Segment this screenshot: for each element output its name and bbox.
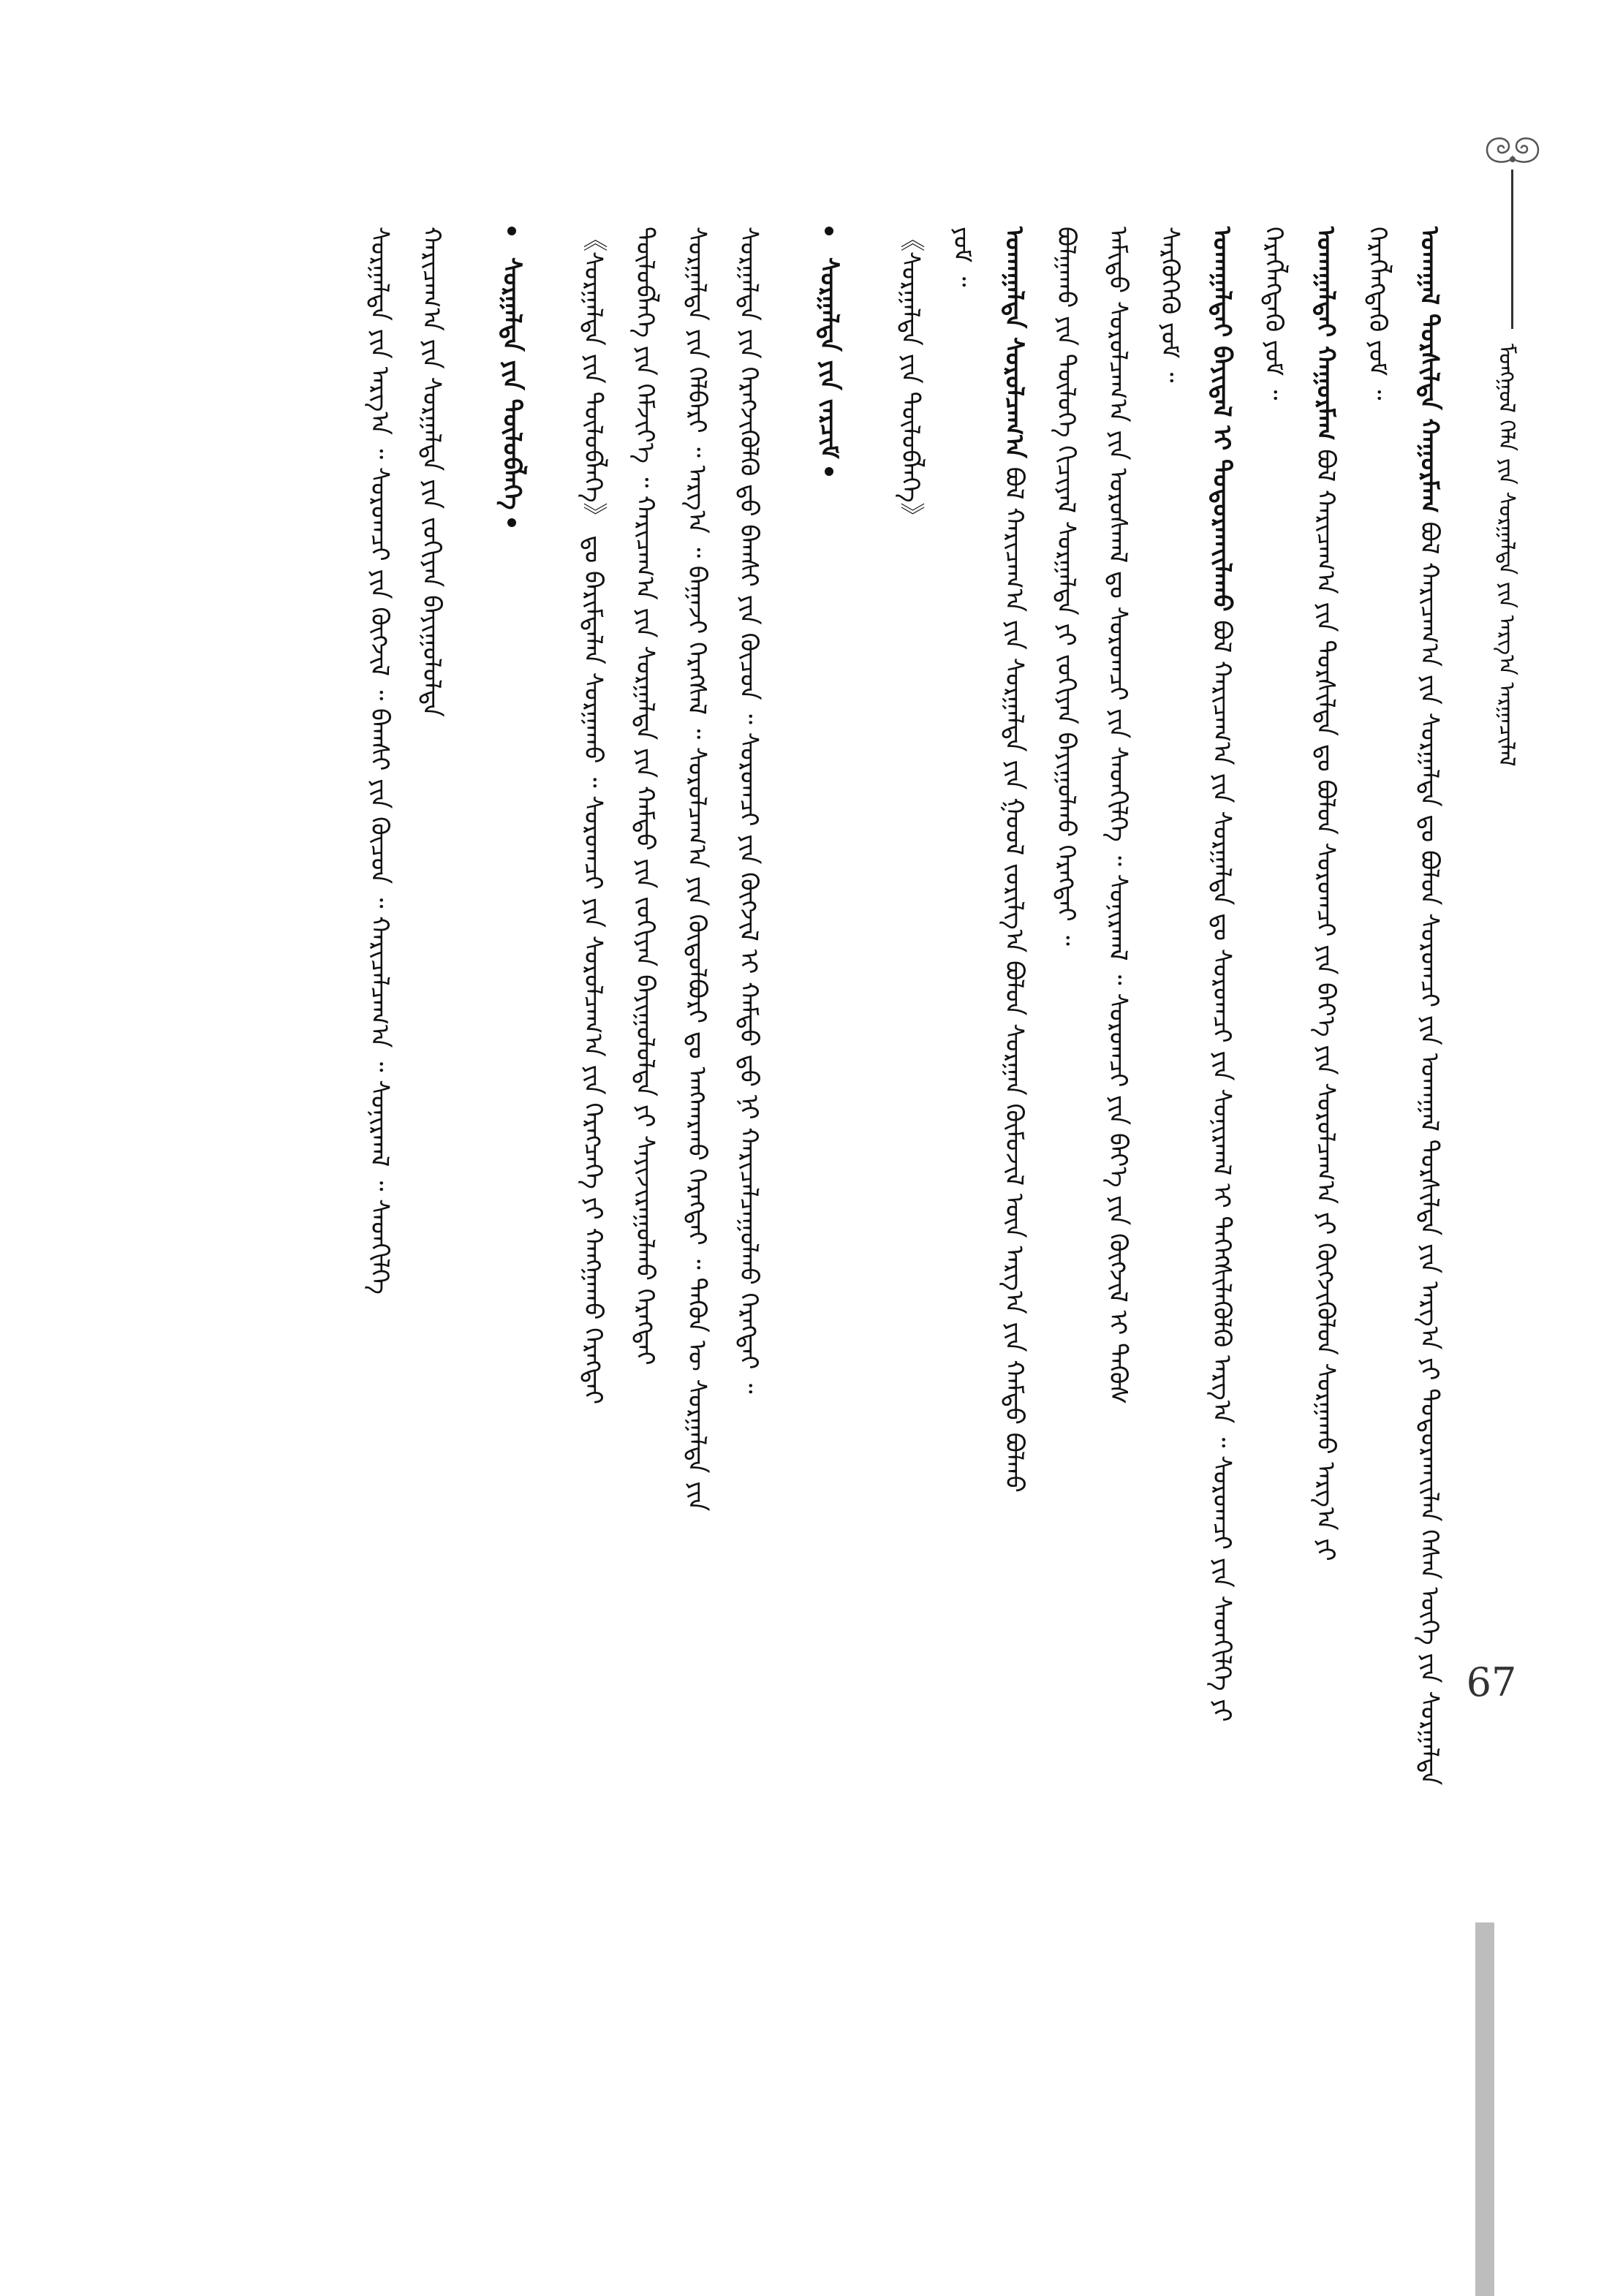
text-line-content: ᠠᠮᠢᠳᠤ ᠰᠤᠷᠤᠯᠴᠠᠭ᠎ᠠ ᠶᠢᠨ ᠤᠷᠤᠰᠬᠠᠯ ᠳᠤ ᠰᠤᠷᠤᠭᠴᠢ ᠶᠢᠨ ᠰᠡᠳᠬᠢᠯᠭᠡ ᠃ ᠰᠣᠨᠢᠷᠬᠠᠯ ᠃ ᠰᠤᠷᠤᠭᠴᠢ ᠶᠢᠨ ᠪᠡᠶ᠎ᠡ ᠶᠢᠨ ᠬᠥᠭᠵᠢᠯ ᠢ ᠲᠡᠭᠦᠰ xyxy=(1103,227,1132,1405)
bullet-icon xyxy=(507,227,516,235)
text-line xyxy=(670,227,722,2039)
text-line-content: 《ᠰᠤᠷᠭᠠᠯᠲᠠ ᠶᠢᠨ ᠲᠥᠯᠦᠪᠯᠡᠭᠡ》 ᠳᠤ ᠪᠠᠷᠢᠮᠲᠠᠯᠠᠨ ᠰᠤᠷᠭᠠᠬᠤ ᠃ ᠰᠤᠷᠤᠭᠴᠢ ᠶᠢᠨ ᠰᠤᠷᠤᠯᠴᠠᠭ᠎ᠠ ᠶᠢᠨ ᠬᠡᠷᠡᠭᠴᠡᠭᠡ ᠶᠢ ᠬᠠᠩᠭᠠᠬᠤ ᠬᠡᠷᠡᠭᠲᠡᠢ xyxy=(578,227,608,1405)
page-edge-bar xyxy=(1475,1922,1494,2296)
text-line-content: ᠪᠣᠯ ᠬᠠᠷᠢᠴᠠᠭ᠎ᠠ ᠶᠢᠨ ᠰᠤᠷᠭᠠᠯᠲᠠ ᠶᠢᠨ ᠭᠣᠤᠯ ᠵᠣᠷᠢᠯᠭ᠎ᠠ ᠪᠣᠯᠤᠨ ᠰᠤᠷᠭᠠᠨ ᠬᠥᠮᠦᠵᠢᠯ ᠦᠨ ᠠᠷᠭ᠎ᠠ ᠶᠢᠨ ᠬᠠᠮᠲᠤ ᠪᠣᠯᠬᠤ xyxy=(999,466,1029,1493)
text-line xyxy=(353,227,405,2039)
text-line xyxy=(884,227,936,2039)
scroll-ornament-icon xyxy=(1480,124,1546,175)
text-line-content: ᠰᠡᠷᠭᠦᠭᠡᠬᠦ ᠶᠤᠮ ᠃ xyxy=(1155,227,1184,383)
text-line-content: ᠬᠡᠷᠡᠭᠯᠡᠭᠳᠡᠬᠦ ᠶᠤᠮ ᠃ xyxy=(1259,227,1288,401)
bullet-icon xyxy=(825,467,833,476)
text-line xyxy=(405,227,457,2039)
page-number: 67 xyxy=(1466,1659,1517,1705)
text-line-content: 《ᠰᠤᠷᠭᠠᠯᠲᠠ ᠶᠢᠨ ᠲᠥᠯᠦᠪᠯᠡᠭᠡ》 xyxy=(896,227,925,528)
text-line-content: ᠪᠣᠯ ᠬᠠᠷᠢᠴᠠᠭ᠎ᠠ ᠶᠢᠨ ᠲᠤᠷᠰᠢᠯᠲᠠ ᠳᠤ ᠪᠣᠯᠤᠨ ᠰᠤᠷᠤᠭᠴᠢ ᠶᠢᠨ ᠪᠡᠶ᠎ᠡ ᠶᠢᠨ ᠰᠤᠷᠤᠯᠴᠠᠭ᠎ᠠ ᠶᠢ ᠬᠥᠭᠵᠢᠭᠦᠯᠦᠨ ᠰᠤᠷᠭᠠᠬᠤ ᠠᠷᠭ᠎ᠠ ᠶᠢ xyxy=(1311,449,1340,1561)
bullet-icon xyxy=(825,227,833,235)
term-highlight: ᠤᠬᠠᠭᠠᠯᠲᠠᠢ ᠬᠠᠭᠤᠷᠮᠠᠭ xyxy=(1311,227,1340,450)
text-line-content: ᠪᠣᠯᠭᠠᠬᠤ ᠶᠢᠨ ᠲᠥᠯᠦᠭᠡ ᠬᠢᠴᠢᠶᠡᠯ ᠰᠤᠷᠭᠠᠯᠲᠠ ᠶᠢ ᠵᠣᠬᠢᠶᠠᠨ ᠪᠠᠶᠢᠭᠤᠯᠬᠤ ᠬᠡᠷᠡᠭᠲᠡᠢ ᠃ xyxy=(1051,227,1081,946)
text-line-content: ᠲᠥᠯᠦᠪᠯᠡᠭᠡ ᠶᠢᠨ ᠬᠡᠮᠵᠢᠶ᠎ᠡ ᠃ ᠬᠠᠷᠢᠴᠠᠭ᠎ᠠ ᠶᠢᠨ ᠰᠤᠷᠭᠠᠯᠲᠠ ᠶᠢᠨ ᠬᠠᠮᠲᠤ ᠶᠢᠨ ᠵᠣᠬᠢᠶᠠᠨ ᠪᠠᠶᠢᠭᠤᠯᠤᠯᠲᠠ ᠶᠢ ᠰᠠᠶᠢᠵᠢᠷᠠᠭᠤᠯᠬᠤ ᠬᠡᠷᠡᠭᠲᠡᠢ xyxy=(630,227,659,1365)
text-line xyxy=(988,227,1040,2039)
text-line xyxy=(1403,227,1455,2039)
body-text xyxy=(353,227,1455,2039)
text-line-content: ᠰᠤᠷᠭᠠᠯᠲᠠ ᠶᠢᠨ ᠬᠡᠯᠪᠡᠷᠢ ᠃ ᠠᠷᠭ᠎ᠠ ᠃ ᠪᠠᠭᠠᠵᠢ ᠬᠡᠷᠡᠭᠰᠡᠯ ᠃ ᠰᠤᠷᠤᠯᠴᠠᠭ᠎ᠠ ᠶᠢᠨ ᠬᠥᠲᠦᠯᠪᠦᠷᠢ ᠳᠤ ᠠᠩᠬᠠᠷᠬᠤ ᠬᠡᠷᠡᠭᠲᠡᠢ ᠃ ᠲᠡᠭᠦᠨ ᠦ ᠰᠤᠷᠭᠠᠯᠲᠠ ᠶᠢᠨ xyxy=(682,227,711,1512)
text-line-content: ᠪᠣᠯ ᠬᠠᠷᠢᠴᠠᠭ᠎ᠠ ᠶᠢᠨ ᠰᠤᠷᠭᠠᠯᠲᠠ ᠳᠤ ᠰᠤᠷᠤᠭᠴᠢ ᠶᠢᠨ ᠰᠣᠨᠢᠷᠬᠠᠯ ᠢ ᠳᠡᠭᠡᠭᠰᠢᠯᠡᠭᠦᠯᠬᠦ ᠠᠷᠭ᠎ᠠ ᠃ ᠰᠤᠷᠤᠭᠴᠢ ᠶᠢᠨ ᠰᠡᠳᠬᠢᠯᠭᠡ ᠶᠢ xyxy=(1207,620,1236,1722)
text-line-content: ᠶᠤᠮ ᠃ xyxy=(947,227,977,287)
text-line xyxy=(567,227,618,2039)
text-line xyxy=(1195,227,1247,2039)
text-line xyxy=(1351,227,1403,2039)
text-line xyxy=(722,227,774,2039)
text-line xyxy=(1143,227,1195,2039)
text-line xyxy=(1299,227,1351,2039)
section-heading xyxy=(799,227,859,2039)
text-line xyxy=(618,227,670,2039)
section-heading-text: ᠰᠤᠷᠭᠠᠯᠲᠠ ᠶᠢᠨ ᠵᠠᠷᠴᠢᠮ xyxy=(814,249,844,468)
text-line xyxy=(1247,227,1299,2039)
text-line-content: ᠪᠣᠯ ᠬᠠᠷᠢᠴᠠᠭ᠎ᠠ ᠶᠢᠨ ᠰᠤᠷᠭᠠᠯᠲᠠ ᠳᠤ ᠪᠣᠯᠤᠨ ᠰᠤᠷᠤᠭᠴᠢ ᠶᠢᠨ ᠤᠬᠠᠭᠠᠯ ᠲᠤᠷᠰᠢᠯᠲᠠ ᠶᠢᠨ ᠠᠷᠭ᠎ᠠ ᠶᠢ ᠲᠣᠳᠣᠷᠬᠠᠶ᠋ᠢᠯᠠᠨ ᠭᠡᠰᠡᠨ ᠦᠭᠡ ᠶᠢᠨ ᠰᠤᠷᠭᠠᠯᠲᠠ xyxy=(1415,521,1444,1786)
text-line-content: ᠬᠠᠷᠢᠴᠠᠭ᠎ᠠ ᠶᠢᠨ ᠰᠤᠷᠭᠠᠯᠲᠠ ᠶᠢᠨ ᠵᠣᠬᠢᠶᠠᠨ ᠪᠠᠶᠢᠭᠤᠯᠤᠯᠲᠠ xyxy=(417,227,446,717)
running-header: ᠮᠣᠩᠭᠣᠯ ᠬᠡᠯᠡ ᠶᠢᠨ ᠰᠤᠷᠭᠠᠯᠲᠠ ᠶᠢᠨ ᠠᠷᠭ᠎ᠠ ᠠᠷᠭᠠᠴᠢᠯᠠᠯ xyxy=(1494,344,1519,767)
term-highlight: ᠤᠬᠠᠭᠠᠯᠲᠠ ᠰᠤᠷᠤᠯᠴᠠᠭ᠎ᠠ xyxy=(999,227,1029,467)
section-heading xyxy=(482,227,542,2039)
text-line xyxy=(936,227,988,2039)
header-rule xyxy=(1511,170,1513,329)
text-line-content: ᠬᠡᠷᠡᠭᠯᠡᠭᠳᠡᠬᠦ ᠶᠤᠮ ᠃ xyxy=(1363,227,1392,401)
text-line xyxy=(1040,227,1092,2039)
bullet-icon xyxy=(507,518,516,527)
section-heading-text: ᠰᠤᠷᠭᠠᠯᠲᠠ ᠶᠢᠨ ᠲᠥᠯᠦᠪᠯᠡᠭᠡ xyxy=(497,249,526,519)
text-line-content: ᠰᠤᠷᠭᠠᠯᠲᠠ ᠶᠢᠨ ᠠᠷᠭ᠎ᠠ ᠃ ᠰᠤᠷᠤᠭᠴᠢ ᠶᠢᠨ ᠬᠥᠭᠵᠢᠯ ᠃ ᠪᠠᠭᠰᠢ ᠶᠢᠨ ᠬᠦᠴᠦᠨ ᠃ ᠬᠠᠷᠢᠴᠠᠯᠴᠠᠭ᠎ᠠ ᠃ ᠰᠣᠨᠢᠷᠬᠠᠯ ᠃ ᠰᠡᠳᠬᠢᠯᠭᠡ xyxy=(365,227,394,1295)
text-line xyxy=(1092,227,1143,2039)
term-highlight: ᠤᠬᠠᠭᠠᠯᠲᠠᠢ ᠪᠠᠶᠢᠳᠠᠯ ᠢ ᠲᠣᠳᠣᠷᠬᠠᠶ᠋ᠢᠯᠠᠬᠤ xyxy=(1207,227,1236,621)
term-highlight: ᠤᠬᠠᠭᠠᠯ ᠲᠤᠷᠰᠢᠯᠲᠠ ᠬᠠᠭᠤᠷᠮᠠᠭ xyxy=(1415,227,1444,522)
text-line-content: ᠰᠤᠷᠭᠠᠯᠲᠠ ᠶᠢᠨ ᠬᠡᠷᠡᠭᠵᠢᠭᠦᠯᠬᠦ ᠳ᠋ᠤ ᠪᠠᠭᠰᠢ ᠶᠢᠨ ᠬᠦᠴᠦᠨ ᠃ ᠰᠤᠷᠤᠭᠴᠢ ᠶᠢᠨ ᠬᠥᠭᠵᠢᠯ ᠢ ᠬᠠᠮᠲᠤ ᠳ᠋ᠤ ᠨᠢ ᠬᠠᠷᠢᠴᠠᠯᠴᠠᠭᠤᠯᠬᠤ ᠬᠡᠷᠡᠭᠲᠡᠢ ᠃ xyxy=(734,227,763,1394)
